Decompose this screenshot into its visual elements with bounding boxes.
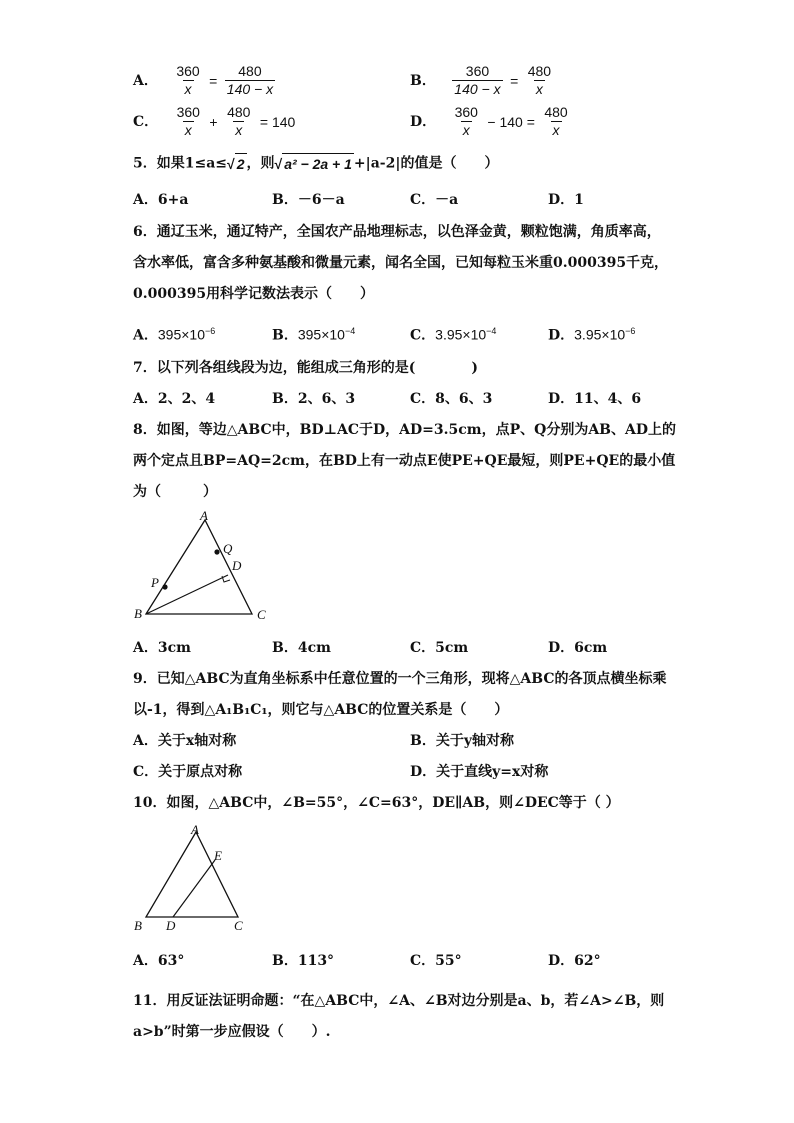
q8-option-d: D．6cm	[548, 640, 608, 656]
q7-option-d: D．11、4、6	[548, 391, 642, 407]
q4-option-b: B． $\frac{360}{140 - x}$ = $\frac{480}{x}$	[410, 63, 552, 97]
label-d: D	[232, 558, 242, 573]
q10-option-b: B．113°	[272, 953, 335, 969]
fraction: $\frac{360}{140 - x}$	[454, 63, 501, 97]
q5-stem: 5．如果1≤a≤√ 2 ，则√ a² − 2a + 1 +|a-2|的值是（ ）	[133, 153, 498, 174]
q9-stem-line1: 9．已知△ABC为直角坐标系中任意位置的一个三角形，现将△ABC的各顶点横坐标乘	[133, 671, 667, 687]
label-p: P	[151, 575, 159, 590]
q4-option-d: D． $\frac{360}{x}$ − 140 = $\frac{480}{x}$	[410, 104, 568, 138]
q9-option-b: B．关于y轴对称	[410, 733, 514, 749]
fraction: $\frac{360}{x}$	[176, 104, 200, 138]
q5-option-d: D．1	[548, 192, 584, 208]
label-c: C	[257, 607, 266, 622]
label-a: A	[200, 508, 208, 523]
fraction: $\frac{360}{x}$	[454, 104, 478, 138]
q8-option-c: C．5cm	[410, 640, 469, 656]
q6-option-b: B．$395\times 10^{-4}$	[272, 326, 356, 344]
q8-option-b: B．4cm	[272, 640, 331, 656]
q8-triangle-figure	[130, 508, 280, 628]
q8-option-a: A．3cm	[133, 640, 191, 656]
q11-stem-line2: a>b”时第一步应假设（ ）.	[133, 1024, 331, 1040]
sqrt-expression: √ 2	[227, 153, 246, 174]
q8-stem-line2: 两个定点且BP=AQ=2cm，在BD上有一动点E使PE+QE最短，则PE+QE的最小值	[133, 453, 676, 469]
q5-option-c: C．－a	[410, 192, 459, 208]
q11-stem-line1: 11．用反证法证明命题：“在△ABC中，∠A、∠B对边分别是a、b，若∠A>∠B，则	[133, 993, 665, 1009]
fraction: $\frac{360}{x}$	[176, 63, 200, 97]
fraction: $\frac{480}{140 - x}$	[226, 63, 274, 97]
q7-option-a: A．2、2、4	[133, 391, 216, 407]
segment-de	[173, 860, 215, 917]
q5-option-b: B．－6－a	[272, 192, 345, 208]
q10-stem: 10．如图，△ABC中，∠B=55°，∠C=63°，DE∥AB，则∠DEC等于（ ）	[133, 795, 620, 811]
q9-option-d: D．关于直线y=x对称	[410, 764, 549, 780]
sqrt-expression: √ a² − 2a + 1	[275, 153, 354, 174]
q4-option-a: A． $\frac{360}{x}$ = $\frac{480}{140 - x}$	[133, 63, 274, 97]
q6-stem-line2: 含水率低，富含多种氨基酸和微量元素，闻名全国，已知每粒玉米重0.000395千克，	[133, 255, 669, 271]
q8-stem-line1: 8．如图，等边△ABC中，BD⊥AC于D，AD=3.5cm，点P、Q分别为AB、AD上的	[133, 422, 677, 438]
q9-option-a: A．关于x轴对称	[133, 733, 237, 749]
q6-option-d: D．$3.95\times 10^{-6}$	[548, 326, 636, 344]
point-p	[162, 584, 167, 589]
label-a: A	[191, 822, 199, 837]
q6-stem-line1: 6．通辽玉米，通辽特产，全国农产品地理标志，以色泽金黄，颗粒饱满，角质率高，	[133, 224, 661, 240]
q7-stem: 7．以下列各组线段为边，能组成三角形的是( )	[133, 360, 478, 376]
q7-option-b: B．2、6、3	[272, 391, 356, 407]
q10-option-d: D．62°	[548, 953, 601, 969]
q6-option-a: A．$395\times 10^{-6}$	[133, 326, 216, 344]
q4-option-c: C． $\frac{360}{x}$ + $\frac{480}{x}$ = 140	[133, 104, 296, 138]
fraction: $\frac{480}{x}$	[544, 104, 568, 138]
q9-stem-line2: 以-1，得到△A₁B₁C₁，则它与△ABC的位置关系是（ ）	[133, 702, 509, 718]
q6-stem-line3: 0.000395用科学记数法表示（ ）	[133, 286, 375, 302]
label-b: B	[134, 918, 142, 933]
q7-option-c: C．8、6、3	[410, 391, 493, 407]
label-e: E	[214, 848, 222, 863]
fraction: $\frac{480}{x}$	[227, 104, 251, 138]
q10-triangle-figure	[130, 820, 260, 935]
point-q	[214, 549, 219, 554]
q10-option-c: C．55°	[410, 953, 462, 969]
q9-option-c: C．关于原点对称	[133, 764, 243, 780]
fraction: $\frac{480}{x}$	[527, 63, 552, 97]
label-b: B	[134, 606, 142, 621]
label-q: Q	[223, 541, 233, 556]
label-c: C	[234, 918, 243, 933]
triangle-abc	[146, 832, 238, 917]
q5-option-a: A．6+a	[133, 192, 189, 208]
q8-stem-line3: 为（ ）	[133, 484, 217, 500]
q6-option-c: C．$3.95\times 10^{-4}$	[410, 326, 497, 344]
q10-option-a: A．63°	[133, 953, 185, 969]
label-d: D	[166, 918, 176, 933]
